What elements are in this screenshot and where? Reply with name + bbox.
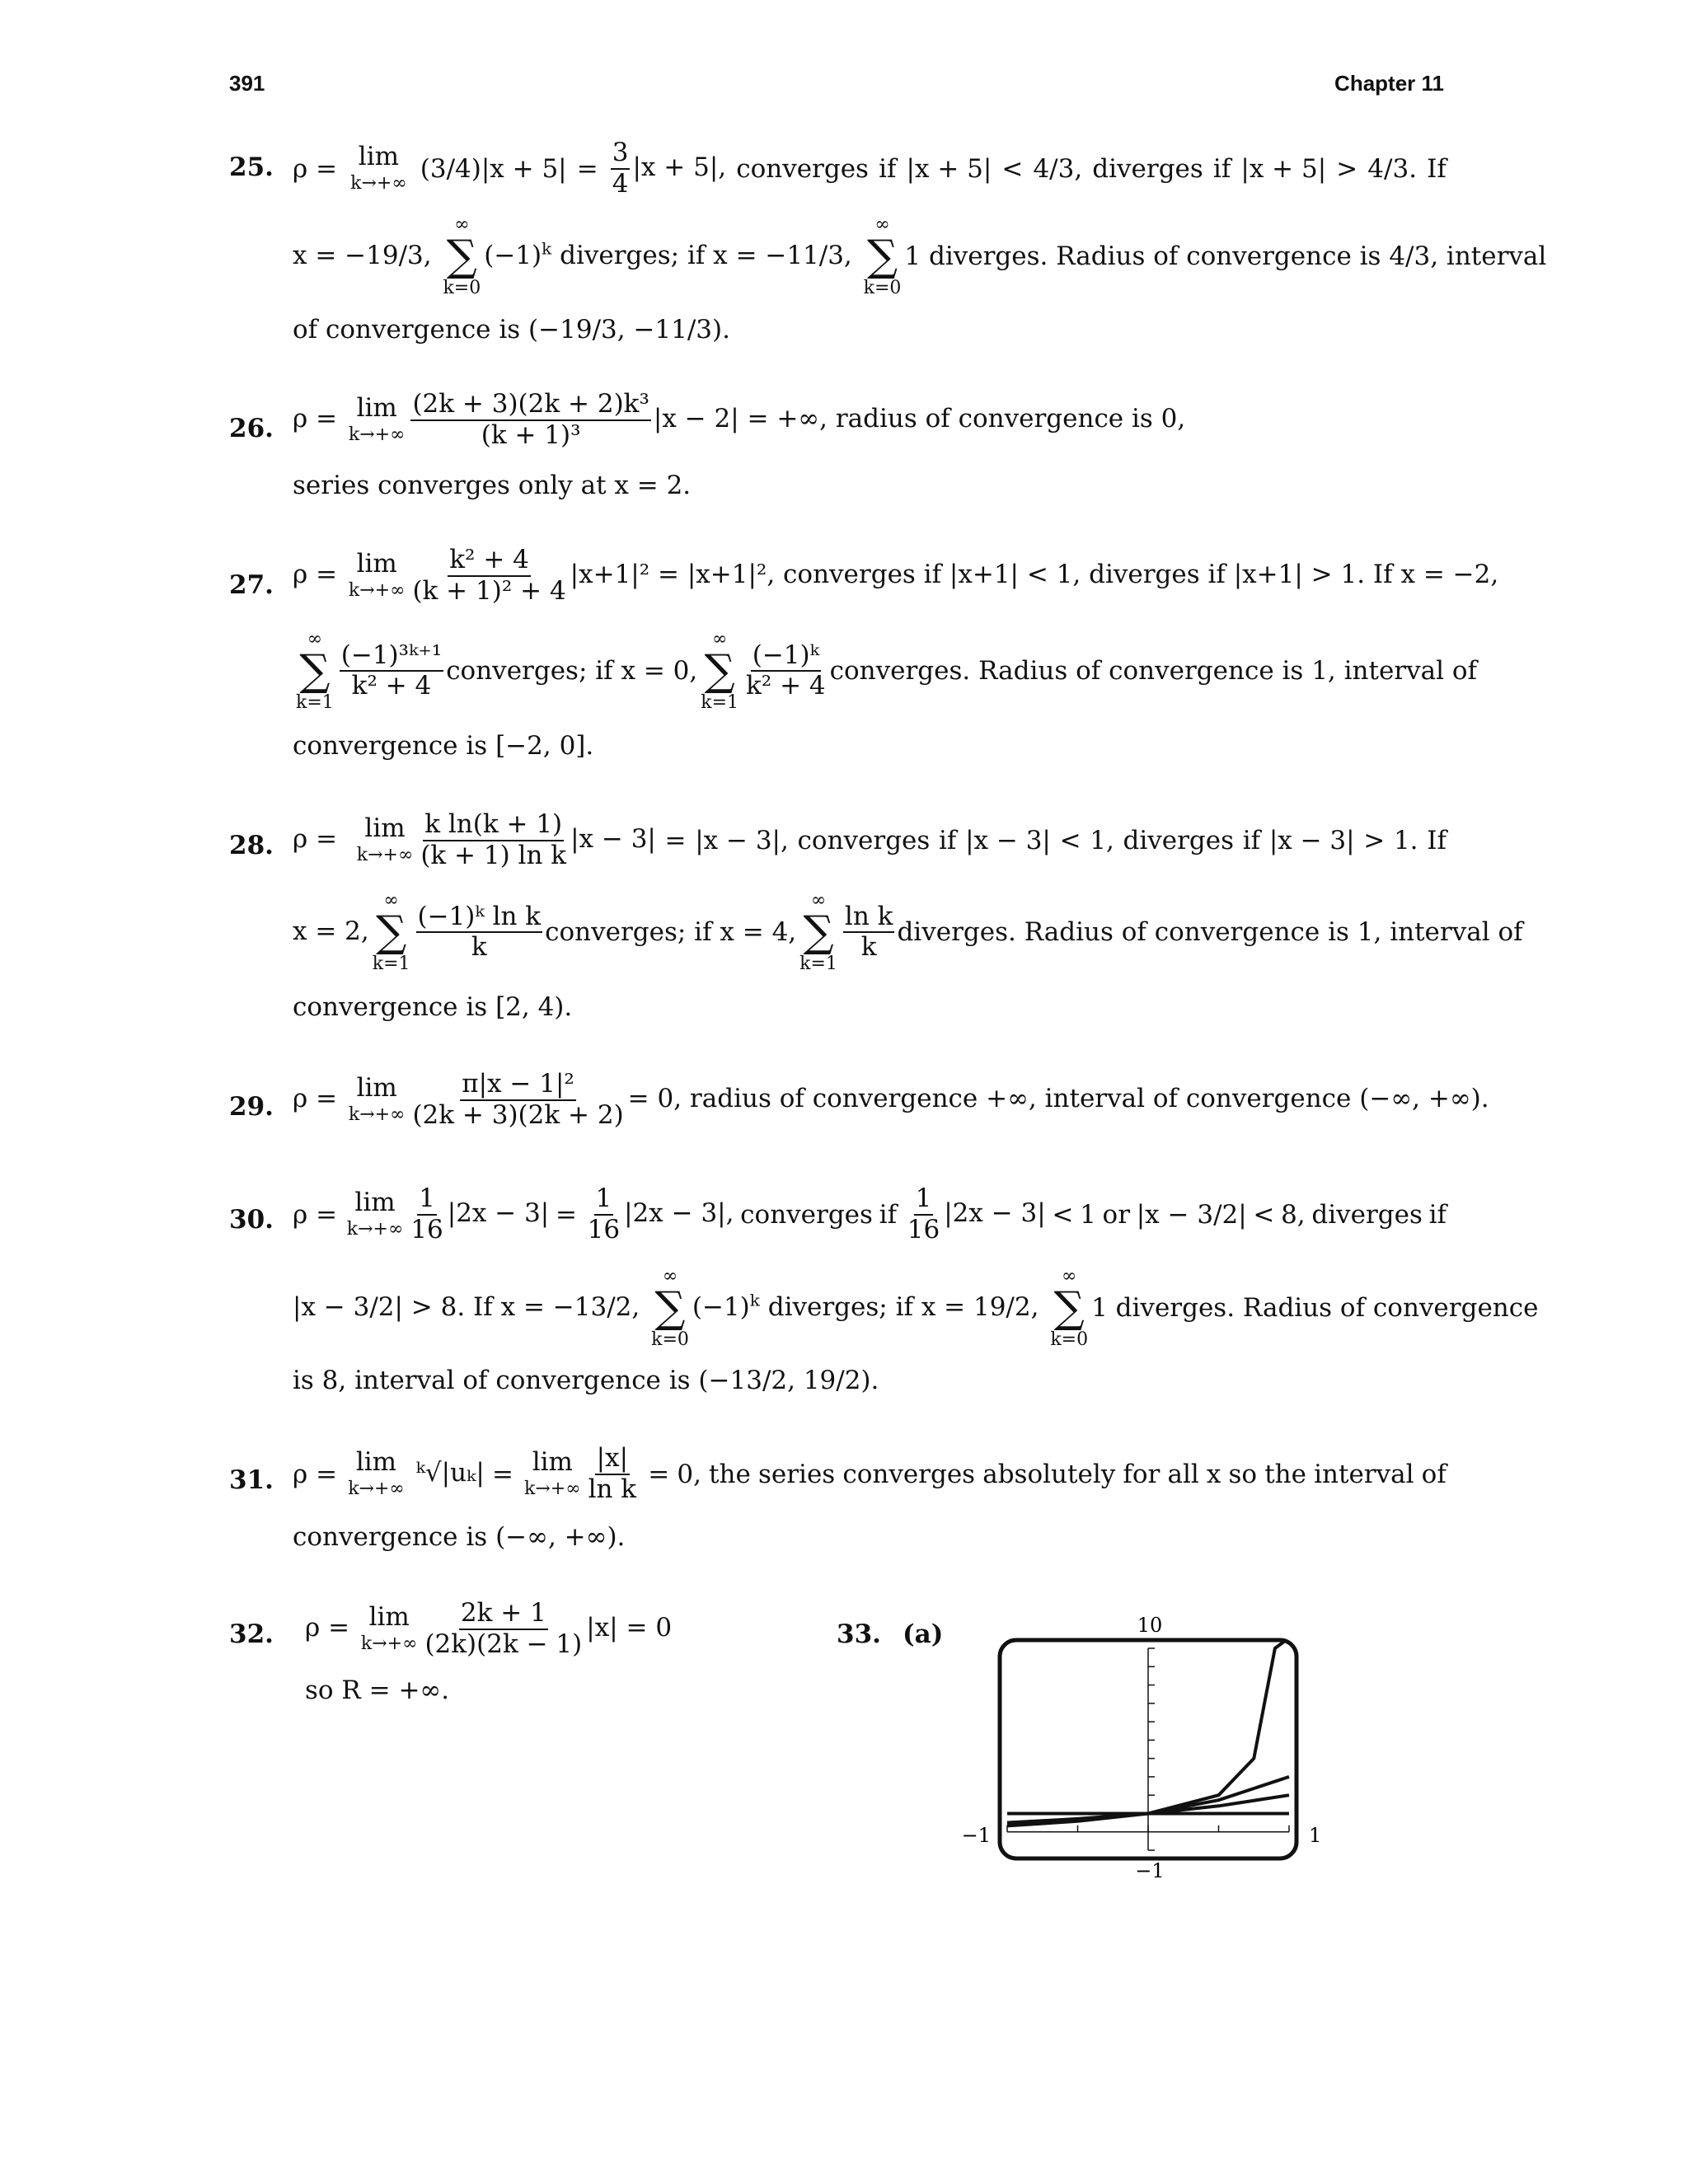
limit: lim k→+∞ bbox=[350, 142, 407, 194]
summation: ∞ ∑ k=0 bbox=[863, 214, 902, 298]
fraction: $\frac{\text{ln k}}{k}$ bbox=[844, 901, 893, 963]
problem-number-28: 28. bbox=[229, 831, 274, 860]
p28-line3: convergence is [2, 4). bbox=[293, 992, 573, 1022]
p29-line1: ρ = lim k→+∞ $\frac{\text{π|x − 1|²}}{(2k + 3)(2k + 2)}$ = 0, radius of convergence +∞, interval of convergence (−∞, +∞). bbox=[293, 1069, 1489, 1130]
x-max-label: 1 bbox=[1309, 1824, 1322, 1847]
fraction: $\frac{\text{(−1)ᵏ}}{\text{k² + 4}}$ bbox=[746, 640, 826, 701]
p32-line1: ρ = lim k→+∞ $\frac{2k + 1}{(2k)(2k - 1)}$ |x| = 0 bbox=[305, 1598, 673, 1659]
summation: ∞ ∑ k=1 bbox=[799, 890, 837, 974]
p25-line2: x = −19/3, ∞ ∑ k=0 $(-1)^k$ diverges; if x = −11/3, ∞ ∑ k=0 1 diverges. Radius of convergence is 4/3, interval bbox=[293, 214, 1547, 298]
page-number: 391 bbox=[229, 71, 265, 96]
p28-line1: ρ = lim k→+∞ $\frac{\text{k ln(k + 1)}}{\text{(k + 1) ln k}}$ |x − 3| = |x − 3|, converges if |x − 3| < 1, diverges if |x − 3| > 1. If bbox=[293, 809, 1447, 870]
fraction: $\frac{\text{π|x − 1|²}}{(2k + 3)(2k + 2)}$ bbox=[412, 1069, 624, 1130]
p27-line2: ∞ ∑ k=1 $\frac{\text{(−1)³ᵏ⁺¹}}{\text{k² + 4}}$ converges; if x = 0, ∞ ∑ k=1 $\frac{\text{(−1)ᵏ}}{\text{k² + 4}}$ converges. Radius of convergence is 1, interval of bbox=[296, 629, 1478, 713]
summation: ∞ ∑ k=1 bbox=[296, 629, 334, 713]
fraction: $\frac{1}{16}$ bbox=[587, 1183, 621, 1244]
fraction: $\frac{\text{(−1)ᵏ ln k}}{k}$ bbox=[417, 901, 542, 963]
p30-line3: is 8, interval of convergence is (−13/2, 19/2). bbox=[293, 1366, 879, 1395]
p28-line2: x = 2, ∞ ∑ k=1 $\frac{\text{(−1)ᵏ ln k}}{k}$ converges; if x = 4, ∞ ∑ k=1 $\frac{\text{ln k}}{k}$ diverges. Radius of convergence is 1, interval of bbox=[293, 890, 1523, 974]
y-max-label: 10 bbox=[1137, 1614, 1163, 1637]
problem-number-33: 33. bbox=[837, 1619, 881, 1649]
fraction: $\frac{1}{16}$ bbox=[410, 1183, 443, 1244]
fraction: $\frac{3}{4}$ bbox=[612, 138, 629, 199]
problem-part-a: (a) bbox=[903, 1619, 944, 1649]
summation: ∞ ∑ k=1 bbox=[372, 890, 410, 974]
summation: ∞ ∑ k=0 bbox=[1050, 1266, 1089, 1350]
p31-line1: ρ = lim k→+∞ ᵏ√|uₖ| = lim k→+∞ $\frac{|x|}{\text{ln k}}$ = 0, the series converges absolutely for all x so the interval of bbox=[293, 1443, 1447, 1504]
problem-number-31: 31. bbox=[229, 1465, 274, 1495]
p30-line2: |x − 3/2| > 8. If x = −13/2, ∞ ∑ k=0 $(-1)^k$ diverges; if x = 19/2, ∞ ∑ k=0 1 diverges. Radius of convergence bbox=[293, 1266, 1539, 1350]
fraction: $\frac{\text{k ln(k + 1)}}{\text{(k + 1) ln k}}$ bbox=[420, 809, 567, 870]
p31-line2: convergence is (−∞, +∞). bbox=[293, 1522, 626, 1552]
summation: ∞ ∑ k=1 bbox=[701, 629, 739, 713]
fraction: $\frac{2k + 1}{(2k)(2k - 1)}$ bbox=[424, 1598, 583, 1659]
series-curve-4 bbox=[1007, 1641, 1285, 1823]
fraction: $\frac{\text{(−1)³ᵏ⁺¹}}{\text{k² + 4}}$ bbox=[340, 640, 443, 701]
y-min-label: −1 bbox=[1135, 1859, 1165, 1882]
p32-line2: so R = +∞. bbox=[305, 1675, 450, 1705]
fraction: $\frac{\text{(2k + 3)(2k + 2)k³}}{\text{(k + 1)³}}$ bbox=[412, 389, 649, 450]
chapter-title: Chapter 11 bbox=[1334, 71, 1444, 96]
p27-line3: convergence is [−2, 0]. bbox=[293, 731, 594, 761]
p25-line1: ρ = lim k→+∞ (3/4)|x + 5| = $\frac{3}{4}$ |x + 5|, converges if |x + 5| < 4/3, diverges if |x + 5| > 4/3. If bbox=[293, 138, 1447, 199]
plot-area bbox=[1007, 1641, 1289, 1850]
p27-line1: ρ = lim k→+∞ $\frac{\text{k² + 4}}{\text{(k + 1)² + 4}}$ |x+1|² = |x+1|², converges if |x+1| < 1, diverges if |x+1| > 1. If x = −2, bbox=[293, 545, 1499, 606]
fraction: $\frac{|x|}{\text{ln k}}$ bbox=[588, 1443, 637, 1504]
x-min-label: −1 bbox=[961, 1824, 991, 1847]
summation: ∞ ∑ k=0 bbox=[443, 214, 481, 298]
p26-line1: ρ = lim k→+∞ $\frac{\text{(2k + 3)(2k + 2)k³}}{\text{(k + 1)³}}$ |x − 2| = +∞, radius of convergence is 0, bbox=[293, 389, 1186, 450]
problem-number-25: 25. bbox=[229, 152, 274, 182]
p26-line2: series converges only at x = 2. bbox=[293, 471, 692, 500]
problem-number-26: 26. bbox=[229, 414, 274, 443]
p30-line1: ρ = lim k→+∞ $\frac{1}{16}$ |2x − 3| = $\frac{1}{16}$ |2x − 3|, converges if $\frac{1}{16}$ |2x − 3| < 1 or |x − 3/2| < 8, diverges if bbox=[293, 1183, 1447, 1244]
fraction: $\frac{1}{16}$ bbox=[907, 1183, 940, 1244]
problem-number-29: 29. bbox=[229, 1092, 274, 1122]
p25-line3: of convergence is (−19/3, −11/3). bbox=[293, 315, 730, 344]
problem-number-32: 32. bbox=[229, 1619, 274, 1649]
summation: ∞ ∑ k=0 bbox=[651, 1266, 689, 1350]
fraction: $\frac{\text{k² + 4}}{\text{(k + 1)² + 4}}$ bbox=[412, 545, 566, 606]
calculator-graph bbox=[956, 1603, 1335, 1883]
problem-number-30: 30. bbox=[229, 1205, 274, 1235]
problem-number-27: 27. bbox=[229, 570, 274, 600]
